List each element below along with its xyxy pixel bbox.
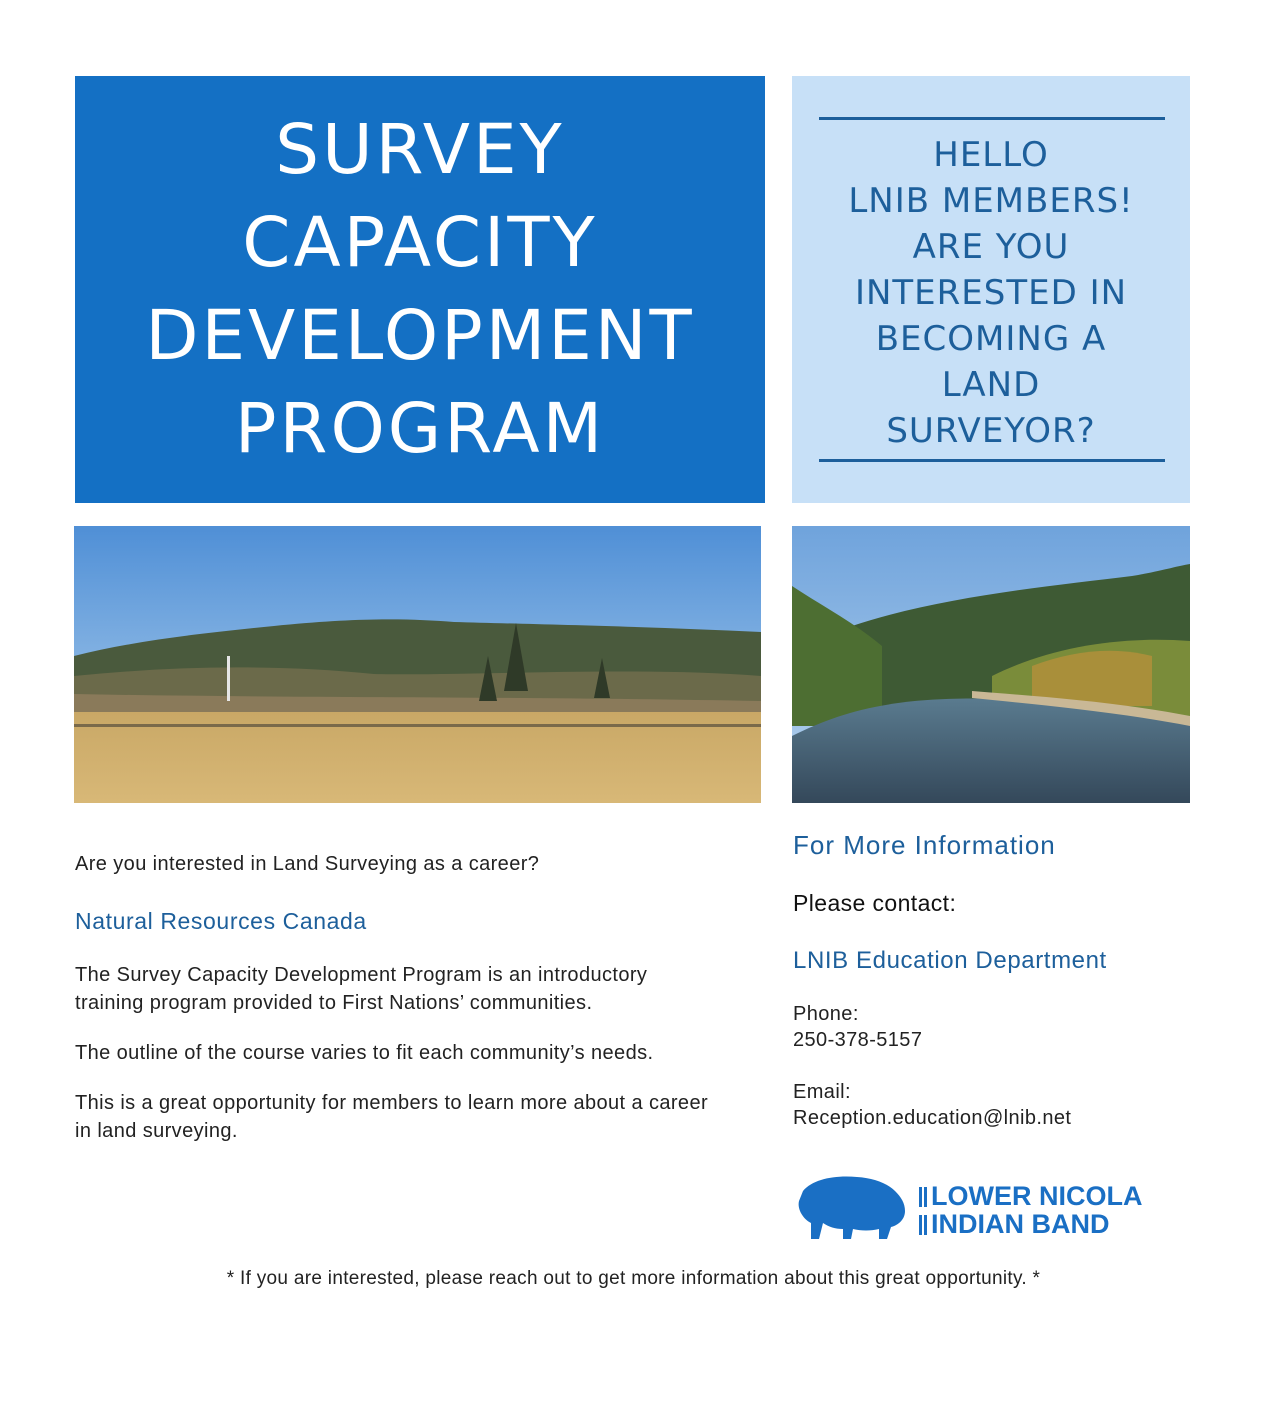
hello-line-7: SURVEYOR?	[886, 411, 1096, 451]
org-heading: Natural Resources Canada	[75, 908, 367, 934]
title-line-4: PROGRAM	[234, 388, 606, 469]
hello-callout-box	[792, 76, 1190, 503]
phone-label: Phone:	[793, 1003, 859, 1025]
program-title-box	[75, 76, 765, 503]
title-line-3: DEVELOPMENT	[145, 295, 695, 376]
career-question: Are you interested in Land Surveying as a career?	[75, 853, 540, 875]
footer-note: * If you are interested, please reach out to get more information about this great opportunity. *	[226, 1268, 1041, 1289]
lnib-logo	[795, 1173, 1187, 1245]
title-line-2: CAPACITY	[242, 202, 598, 283]
river-photo	[792, 526, 1190, 803]
please-contact: Please contact:	[793, 890, 957, 916]
landscape-photo	[74, 526, 761, 803]
more-info-heading: For More Information	[793, 830, 1056, 860]
logo-line-2: INDIAN BAND	[931, 1209, 1110, 1239]
bear-icon	[795, 1173, 1187, 1245]
email-label: Email:	[793, 1081, 851, 1103]
logo-line-1: LOWER NICOLA	[931, 1181, 1143, 1211]
hello-line-3: ARE YOU	[912, 227, 1070, 267]
paragraph-3: This is a great opportunity for members to learn more about a career in land surveying.	[75, 1092, 709, 1142]
department-name: LNIB Education Department	[793, 947, 1107, 974]
hello-line-1: HELLO	[933, 135, 1049, 175]
title-line-1: SURVEY	[275, 109, 565, 190]
hello-line-2: LNIB MEMBERS!	[848, 181, 1134, 221]
paragraph-1: The Survey Capacity Development Program is an introductory training program provided to First Nations’ communities.	[75, 964, 648, 1014]
email-address[interactable]: Reception.education@lnib.net	[793, 1107, 1072, 1129]
program-description	[75, 850, 765, 1145]
hello-text	[792, 132, 1190, 454]
hello-line-6: LAND	[941, 365, 1041, 405]
contact-info	[793, 830, 1213, 1131]
hello-line-4: INTERESTED IN	[854, 273, 1128, 313]
hello-line-5: BECOMING A	[875, 319, 1107, 359]
top-divider	[819, 117, 1165, 120]
paragraph-2: The outline of the course varies to fit each community’s needs.	[75, 1042, 654, 1064]
bottom-divider	[819, 459, 1165, 462]
phone-number[interactable]: 250-378-5157	[793, 1029, 923, 1051]
